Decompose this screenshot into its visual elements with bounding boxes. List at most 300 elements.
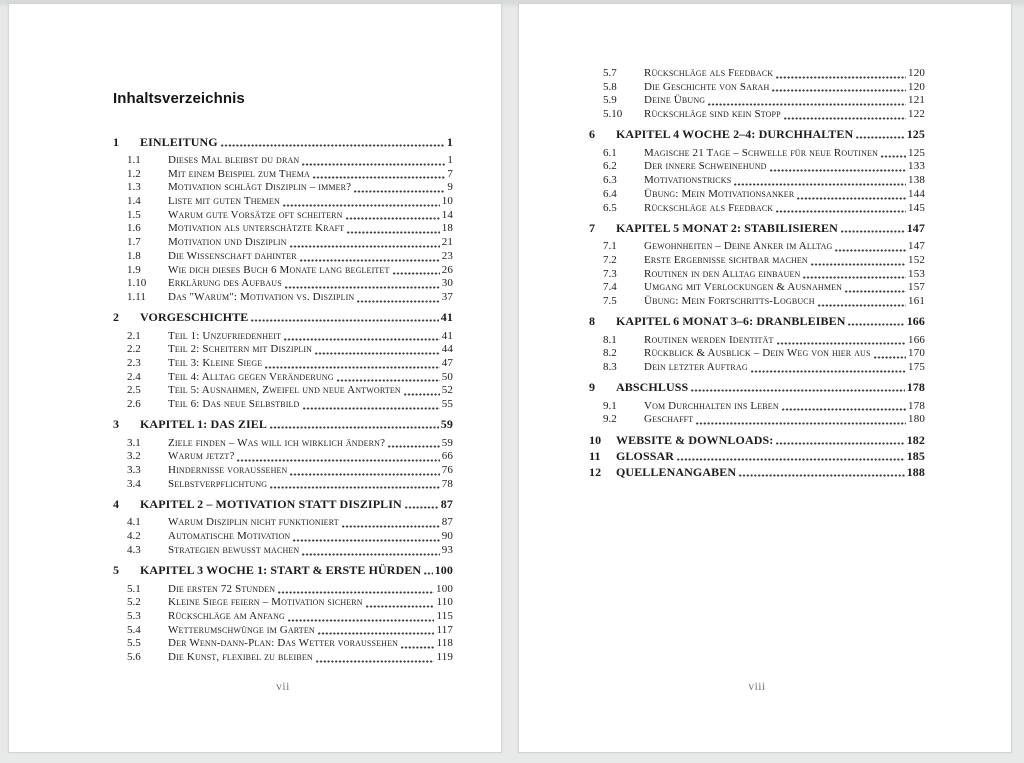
toc-section-entry[interactable]	[113, 154, 453, 168]
dot-leader	[302, 553, 439, 556]
dot-leader	[405, 506, 439, 509]
dot-leader	[776, 442, 904, 445]
toc-entry-number: 7.2	[603, 253, 617, 266]
toc-entry-number: 1.7	[127, 236, 141, 249]
toc-entry-page: 175	[908, 361, 925, 373]
toc-entry-page: 125	[906, 127, 925, 142]
toc-entry-page: 133	[908, 160, 925, 173]
toc-section-entry[interactable]	[113, 596, 453, 610]
toc-section-entry[interactable]	[113, 544, 453, 558]
toc-entry-number: 7.3	[603, 267, 617, 280]
dot-leader	[424, 572, 432, 575]
dot-leader	[776, 76, 906, 79]
toc-entry-number: 1.9	[127, 263, 141, 276]
toc-entry-title: KAPITEL 5 MONAT 2: STABILISIEREN	[616, 220, 838, 235]
dot-leader	[751, 370, 906, 373]
toc-entry-page: 115	[436, 609, 453, 622]
toc-entry-page: 14	[441, 208, 453, 221]
toc-entry-number: 1.3	[127, 181, 141, 194]
toc-list-right	[589, 67, 925, 484]
dot-leader	[318, 632, 435, 635]
toc-section-entry[interactable]	[113, 583, 453, 597]
toc-entry-title: Die Wissenschaft dahinter	[168, 249, 297, 262]
toc-entry-number: 7.5	[603, 294, 617, 307]
dot-leader	[845, 290, 906, 293]
toc-section-entry[interactable]	[113, 343, 453, 357]
dot-leader	[874, 356, 906, 359]
toc-entry-title: VORGESCHICHTE	[140, 310, 249, 325]
dot-leader	[696, 422, 906, 425]
toc-entry-number: 4.2	[127, 530, 141, 543]
toc-entry-page: 118	[436, 637, 453, 650]
dot-leader	[784, 117, 906, 120]
dot-leader	[841, 230, 905, 233]
toc-section-entry[interactable]	[589, 347, 925, 361]
toc-chapter-entry[interactable]	[589, 221, 925, 235]
toc-entry-page: 87	[440, 496, 453, 511]
toc-entry-number: 1.10	[127, 277, 147, 290]
toc-section-entry[interactable]	[113, 209, 453, 223]
toc-entry-page: 182	[906, 432, 925, 447]
toc-entry-title: Warum gute Vorsätze oft scheitern	[168, 208, 343, 221]
toc-entry-number: 7.4	[603, 281, 617, 294]
toc-entry-number: 6.4	[603, 187, 617, 200]
toc-entry-page: 121	[908, 94, 925, 107]
toc-entry-page: 120	[908, 80, 925, 93]
toc-entry-title: Teil 6: Das neue Selbstbild	[168, 398, 300, 410]
toc-entry-title: Rückschläge als Feedback	[644, 67, 774, 79]
toc-section-entry[interactable]	[113, 610, 453, 624]
toc-section-entry[interactable]	[113, 250, 453, 264]
toc-entry-number: 6.3	[603, 174, 617, 187]
toc-entry-number: 12	[589, 464, 602, 479]
toc-entry-number: 5.4	[127, 623, 141, 636]
dot-leader	[300, 259, 440, 262]
toc-entry-title: Automatische Motivation	[168, 530, 291, 543]
toc-title: Inhaltsverzeichnis	[113, 90, 245, 107]
toc-entry-number: 1.5	[127, 208, 141, 221]
dot-leader	[404, 393, 440, 396]
dot-leader	[288, 619, 434, 622]
toc-entry-number: 9.1	[603, 399, 617, 412]
toc-section-entry[interactable]	[113, 181, 453, 195]
toc-section-entry[interactable]	[113, 236, 453, 250]
toc-entry-page: 157	[908, 281, 925, 294]
dot-leader	[401, 646, 434, 649]
toc-entry-title: KAPITEL 6 MONAT 3–6: DRANBLEIBEN	[616, 314, 846, 329]
toc-entry-number: 8.3	[603, 361, 617, 373]
toc-entry-title: Das "Warum": Motivation vs. Disziplin	[168, 290, 355, 303]
dot-leader	[393, 272, 440, 275]
toc-section-entry[interactable]	[589, 202, 925, 216]
toc-chapter-entry[interactable]	[113, 563, 453, 577]
dot-leader	[782, 408, 906, 411]
toc-chapter-entry[interactable]	[589, 449, 925, 463]
toc-chapter-entry[interactable]	[589, 433, 925, 447]
dot-leader	[316, 660, 435, 663]
toc-section-entry[interactable]	[589, 67, 925, 81]
dot-leader	[237, 459, 439, 462]
toc-entry-title: Teil 4: Alltag gegen Veränderung	[168, 370, 334, 383]
toc-entry-title: Magische 21 Tage – Schwelle für neue Routinen	[644, 146, 879, 159]
toc-entry-title: Rückschläge am Anfang	[168, 609, 285, 622]
toc-entry-title: Erklärung des Aufbaus	[168, 277, 282, 290]
toc-section-entry[interactable]	[589, 268, 925, 282]
toc-chapter-entry[interactable]	[589, 380, 925, 394]
toc-entry-page: 78	[441, 477, 453, 490]
toc-entry-title: Der innere Schweinehund	[644, 160, 767, 173]
toc-entry-number: 8.2	[603, 347, 617, 360]
toc-entry-title: Teil 2: Scheitern mit Disziplin	[168, 343, 313, 356]
toc-section-entry[interactable]	[113, 530, 453, 544]
toc-entry-number: 8	[589, 314, 596, 329]
toc-entry-page: 119	[436, 650, 453, 663]
dot-leader	[803, 276, 906, 279]
toc-entry-page: 170	[908, 347, 925, 360]
toc-entry-number: 2	[113, 310, 120, 325]
dot-leader	[293, 539, 439, 542]
toc-entry-number: 3.2	[127, 450, 141, 463]
toc-entry-number: 1.6	[127, 222, 141, 235]
toc-entry-title: Rückblick & Ausblick – Dein Weg von hier aus	[644, 347, 871, 360]
toc-entry-number: 4.3	[127, 543, 141, 556]
toc-entry-title: Teil 5: Ausnahmen, Zweifel und neue Antworten	[168, 384, 401, 397]
toc-section-entry[interactable]	[113, 371, 453, 385]
toc-entry-page: 145	[908, 201, 925, 214]
toc-entry-title: KAPITEL 1: DAS ZIEL	[140, 417, 267, 432]
toc-entry-title: Deine Übung	[644, 94, 706, 107]
toc-entry-title: Routinen in den Alltag einbauen	[644, 267, 801, 280]
toc-entry-title: Strategien bewusst machen	[168, 543, 300, 556]
toc-entry-title: Geschafft	[644, 413, 694, 426]
toc-section-entry[interactable]	[113, 168, 453, 182]
toc-entry-number: 3.4	[127, 477, 141, 490]
toc-entry-title: Wetterumschwünge im Garten	[168, 623, 315, 636]
toc-entry-number: 5.10	[603, 108, 623, 121]
toc-entry-title: Übung: Mein Motivationsanker	[644, 187, 795, 200]
toc-entry-page: 52	[441, 384, 453, 397]
toc-entry-page: 93	[441, 543, 453, 556]
toc-section-entry[interactable]	[113, 624, 453, 638]
page-left	[8, 3, 502, 753]
toc-entry-page: 185	[906, 448, 925, 463]
toc-entry-page: 66	[441, 450, 453, 463]
toc-entry-page: 178	[908, 399, 925, 412]
toc-entry-page: 26	[441, 263, 453, 276]
page-right	[518, 3, 1012, 753]
toc-entry-number: 3.1	[127, 436, 141, 449]
toc-section-entry[interactable]	[113, 264, 453, 278]
dot-leader	[797, 197, 906, 200]
dot-leader	[290, 245, 440, 248]
toc-entry-title: EINLEITUNG	[140, 134, 218, 149]
toc-entry-number: 5.7	[603, 67, 617, 79]
toc-entry-page: 76	[441, 464, 453, 477]
toc-chapter-entry[interactable]	[589, 465, 925, 479]
toc-entry-page: 7	[447, 167, 453, 180]
toc-section-entry[interactable]	[113, 437, 453, 451]
toc-entry-title: Übung: Mein Fortschritts-Logbuch	[644, 294, 815, 307]
toc-entry-title: Motivation und Disziplin	[168, 236, 287, 249]
toc-entry-number: 4.1	[127, 516, 141, 529]
toc-entry-title: Selbstverpflichtung	[168, 477, 268, 490]
toc-entry-number: 5	[113, 563, 120, 577]
dot-leader	[284, 338, 440, 341]
dot-leader	[347, 231, 439, 234]
toc-section-entry[interactable]	[113, 651, 453, 665]
toc-section-entry[interactable]	[589, 108, 925, 122]
toc-list-left	[113, 129, 453, 665]
toc-entry-title: Teil 1: Unzufriedenheit	[168, 329, 282, 342]
dot-leader	[770, 169, 906, 172]
dot-leader	[315, 352, 440, 355]
toc-entry-page: 59	[441, 436, 453, 449]
toc-entry-title: Kleine Siege feiern – Motivation sichern	[168, 596, 363, 609]
toc-section-entry[interactable]	[113, 398, 453, 412]
toc-section-entry[interactable]	[113, 330, 453, 344]
toc-entry-page: 152	[908, 253, 925, 266]
toc-entry-title: Teil 3: Kleine Siege	[168, 356, 263, 369]
toc-section-entry[interactable]	[589, 295, 925, 309]
toc-entry-title: Dein letzter Auftrag	[644, 361, 748, 373]
toc-section-entry[interactable]	[589, 254, 925, 268]
toc-entry-title: Der Wenn-dann-Plan: Das Wetter voraussehen	[168, 637, 399, 650]
toc-entry-title: Routinen werden Identität	[644, 333, 774, 346]
toc-entry-title: Vom Durchhalten ins Leben	[644, 399, 779, 412]
dot-leader	[278, 591, 434, 594]
toc-entry-page: 55	[441, 398, 453, 410]
toc-entry-number: 1.1	[127, 154, 141, 166]
toc-section-entry[interactable]	[589, 413, 925, 427]
toc-entry-number: 2.5	[127, 384, 141, 397]
toc-entry-title: Warum Disziplin nicht funktioniert	[168, 516, 339, 529]
toc-entry-title: KAPITEL 2 – MOTIVATION STATT DISZIPLIN	[140, 496, 402, 511]
toc-entry-title: Wie dich dieses Buch 6 Monate lang begleitet	[168, 263, 390, 276]
toc-entry-page: 144	[908, 187, 925, 200]
toc-section-entry[interactable]	[589, 400, 925, 414]
toc-entry-number: 1.2	[127, 167, 141, 180]
toc-entry-number: 4	[113, 496, 120, 511]
toc-entry-number: 8.1	[603, 333, 617, 346]
toc-entry-page: 50	[441, 370, 453, 383]
toc-entry-number: 9.2	[603, 413, 617, 426]
dot-leader	[739, 474, 905, 477]
toc-entry-page: 87	[441, 516, 453, 529]
toc-section-entry[interactable]	[589, 334, 925, 348]
toc-section-entry[interactable]	[589, 94, 925, 108]
toc-entry-number: 6.5	[603, 201, 617, 214]
toc-entry-number: 5.8	[603, 80, 617, 93]
toc-entry-number: 6	[589, 127, 596, 142]
toc-chapter-entry[interactable]	[113, 417, 453, 431]
dot-leader	[357, 300, 439, 303]
toc-section-entry[interactable]	[589, 188, 925, 202]
toc-section-entry[interactable]	[589, 240, 925, 254]
toc-section-entry[interactable]	[113, 464, 453, 478]
toc-section-entry[interactable]	[589, 81, 925, 95]
toc-entry-page: 125	[908, 146, 925, 159]
dot-leader	[251, 319, 438, 322]
toc-section-entry[interactable]	[113, 357, 453, 371]
toc-entry-page: 100	[436, 582, 453, 595]
toc-entry-title: Warum jetzt?	[168, 450, 235, 463]
toc-entry-number: 5.6	[127, 650, 141, 663]
toc-section-entry[interactable]	[113, 450, 453, 464]
toc-chapter-entry[interactable]	[113, 135, 453, 149]
toc-entry-number: 1.4	[127, 195, 141, 208]
toc-entry-title: Hindernisse voraussehen	[168, 464, 288, 477]
toc-entry-number: 5.1	[127, 582, 141, 595]
toc-entry-page: 166	[908, 333, 925, 346]
toc-entry-page: 41	[441, 329, 453, 342]
toc-entry-title: Die Geschichte von Sarah	[644, 80, 770, 93]
toc-entry-page: 122	[908, 108, 925, 121]
toc-entry-number: 10	[589, 432, 602, 447]
toc-section-entry[interactable]	[113, 478, 453, 492]
toc-entry-page: 153	[908, 267, 925, 280]
toc-entry-title: GLOSSAR	[616, 448, 675, 463]
toc-entry-page: 147	[908, 240, 925, 253]
toc-entry-title: Mit einem Beispiel zum Thema	[168, 167, 310, 180]
toc-entry-number: 1	[113, 134, 120, 149]
toc-entry-page: 138	[908, 174, 925, 187]
dot-leader	[734, 183, 906, 186]
page-number-footer-left: vii	[276, 681, 290, 693]
dot-leader	[302, 163, 445, 166]
toc-entry-title: Rückschläge als Feedback	[644, 201, 774, 214]
toc-entry-page: 30	[441, 277, 453, 290]
toc-entry-page: 37	[441, 290, 453, 303]
toc-chapter-entry[interactable]	[113, 497, 453, 511]
toc-entry-number: 3	[113, 417, 120, 432]
dot-leader	[270, 426, 439, 429]
toc-entry-title: WEBSITE & DOWNLOADS:	[616, 432, 774, 447]
toc-entry-page: 21	[441, 236, 453, 249]
dot-leader	[776, 210, 906, 213]
dot-leader	[346, 217, 440, 220]
toc-entry-number: 1.8	[127, 249, 141, 262]
toc-entry-number: 1.11	[127, 290, 146, 303]
dot-leader	[265, 366, 439, 369]
toc-entry-title: Erste Ergebnisse sichtbar machen	[644, 253, 808, 266]
toc-entry-page: 100	[434, 563, 453, 577]
toc-entry-page: 59	[440, 417, 453, 432]
dot-leader	[290, 473, 439, 476]
toc-entry-page: 23	[441, 249, 453, 262]
toc-entry-title: Motivationstricks	[644, 174, 732, 187]
toc-section-entry[interactable]	[589, 160, 925, 174]
toc-entry-title: Motivation schlägt Disziplin – immer?	[168, 181, 352, 194]
toc-section-entry[interactable]	[113, 384, 453, 398]
dot-leader	[285, 286, 440, 289]
toc-chapter-entry[interactable]	[589, 127, 925, 141]
dot-leader	[388, 445, 440, 448]
toc-entry-number: 2.2	[127, 343, 141, 356]
dot-leader	[270, 486, 439, 489]
toc-entry-page: 1	[446, 134, 453, 149]
dot-leader	[811, 263, 906, 266]
toc-entry-number: 2.3	[127, 356, 141, 369]
toc-entry-page: 166	[906, 314, 925, 329]
toc-entry-number: 5.5	[127, 637, 141, 650]
toc-section-entry[interactable]	[589, 174, 925, 188]
dot-leader	[848, 323, 904, 326]
toc-entry-title: KAPITEL 3 WOCHE 1: START & ERSTE HÜRDEN	[140, 563, 422, 577]
toc-entry-page: 117	[436, 623, 453, 636]
toc-entry-number: 11	[589, 448, 601, 463]
toc-section-entry[interactable]	[113, 516, 453, 530]
toc-entry-page: 18	[441, 222, 453, 235]
toc-entry-page: 1	[447, 154, 453, 166]
toc-entry-title: Die ersten 72 Stunden	[168, 582, 276, 595]
dot-leader	[777, 342, 906, 345]
toc-entry-page: 147	[906, 220, 925, 235]
dot-leader	[677, 458, 905, 461]
toc-entry-title: QUELLENANGABEN	[616, 464, 737, 479]
dot-leader	[303, 407, 440, 410]
dot-leader	[342, 525, 440, 528]
dot-leader	[283, 204, 440, 207]
page-number-footer-right: viii	[748, 681, 766, 693]
dot-leader	[881, 155, 906, 158]
toc-entry-page: 161	[908, 294, 925, 307]
toc-chapter-entry[interactable]	[113, 310, 453, 324]
toc-entry-title: ABSCHLUSS	[616, 380, 689, 395]
toc-entry-title: Umgang mit Verlockungen & Ausnahmen	[644, 281, 843, 294]
toc-entry-page: 44	[441, 343, 453, 356]
dot-leader	[856, 136, 904, 139]
toc-entry-number: 2.4	[127, 370, 141, 383]
dot-leader	[691, 389, 904, 392]
toc-entry-number: 6.1	[603, 146, 617, 159]
toc-section-entry[interactable]	[589, 147, 925, 161]
toc-entry-page: 188	[906, 464, 925, 479]
toc-entry-number: 7	[589, 220, 596, 235]
dot-leader	[313, 176, 445, 179]
toc-section-entry[interactable]	[589, 361, 925, 375]
toc-entry-title: Die Kunst, flexibel zu bleiben	[168, 650, 313, 663]
toc-entry-title: Ziele finden – Was will ich wirklich ändern?	[168, 436, 386, 449]
dot-leader	[221, 144, 445, 147]
toc-entry-page: 180	[908, 413, 925, 426]
toc-entry-page: 9	[447, 181, 453, 194]
toc-entry-number: 2.1	[127, 329, 141, 342]
toc-entry-number: 3.3	[127, 464, 141, 477]
toc-section-entry[interactable]	[113, 277, 453, 291]
toc-entry-number: 5.3	[127, 609, 141, 622]
dot-leader	[366, 605, 435, 608]
toc-section-entry[interactable]	[589, 281, 925, 295]
toc-entry-number: 6.2	[603, 160, 617, 173]
toc-section-entry[interactable]	[113, 195, 453, 209]
toc-entry-title: Gewohnheiten – Deine Anker im Alltag	[644, 240, 833, 253]
toc-entry-number: 5.2	[127, 596, 141, 609]
toc-entry-page: 10	[441, 195, 453, 208]
toc-entry-number: 5.9	[603, 94, 617, 107]
toc-entry-number: 7.1	[603, 240, 617, 253]
toc-entry-title: Rückschläge sind kein Stopp	[644, 108, 781, 121]
dot-leader	[835, 249, 906, 252]
toc-entry-page: 41	[440, 310, 453, 325]
toc-entry-title: Dieses Mal bleibst du dran	[168, 154, 300, 166]
toc-section-entry[interactable]	[113, 637, 453, 651]
toc-section-entry[interactable]	[113, 222, 453, 236]
dot-leader	[772, 89, 906, 92]
toc-entry-page: 120	[908, 67, 925, 79]
toc-entry-title: Liste mit guten Themen	[168, 195, 280, 208]
toc-chapter-entry[interactable]	[589, 314, 925, 328]
toc-section-entry[interactable]	[113, 291, 453, 305]
